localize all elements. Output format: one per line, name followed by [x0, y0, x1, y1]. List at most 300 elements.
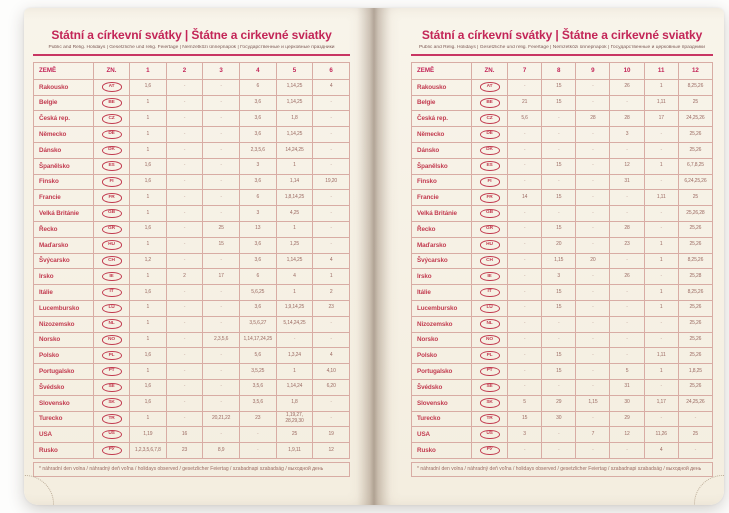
- country-code-badge: PT: [480, 367, 500, 376]
- holiday-dates-cell: 1: [276, 158, 313, 174]
- table-header-row: [34, 62, 350, 79]
- country-code-badge: HU: [102, 240, 122, 249]
- country-name: Norsko: [34, 332, 94, 348]
- holiday-dates-cell: 17: [644, 111, 678, 127]
- country-code-cell: [94, 364, 130, 380]
- holiday-dates-cell: -: [508, 127, 542, 143]
- table-row: [34, 79, 350, 95]
- country-name: Rusko: [34, 443, 94, 459]
- holiday-dates-cell: 2,3,5,6: [239, 142, 276, 158]
- country-code-cell: [94, 237, 130, 253]
- holiday-dates-cell: -: [313, 190, 350, 206]
- country-code-badge: AT: [480, 82, 500, 91]
- holiday-dates-cell: 25,26: [678, 237, 712, 253]
- holiday-dates-cell: 6,7,8,25: [678, 158, 712, 174]
- table-row: [34, 206, 350, 222]
- holiday-dates-cell: -: [644, 206, 678, 222]
- holiday-dates-cell: 4: [644, 443, 678, 459]
- country-code-cell: [472, 174, 508, 190]
- country-code-cell: [94, 221, 130, 237]
- holiday-dates-cell: -: [203, 379, 240, 395]
- column-header-month: 5: [276, 62, 313, 79]
- holiday-dates-cell: 1,6: [130, 158, 167, 174]
- holiday-dates-cell: -: [576, 237, 610, 253]
- table-row: [34, 174, 350, 190]
- holiday-dates-cell: 1,6: [130, 79, 167, 95]
- holiday-dates-cell: 3,5,25: [239, 364, 276, 380]
- holiday-dates-cell: 5,6: [508, 111, 542, 127]
- table-row: [34, 127, 350, 143]
- country-code-badge: PL: [102, 351, 122, 360]
- table-row: [412, 379, 713, 395]
- country-name: Portugalsko: [412, 364, 472, 380]
- holiday-dates-cell: 1: [644, 237, 678, 253]
- holiday-dates-cell: 1: [130, 332, 167, 348]
- table-row: [412, 411, 713, 427]
- country-code-cell: [472, 300, 508, 316]
- holiday-dates-cell: 3: [610, 127, 644, 143]
- country-code-badge: GB: [102, 209, 122, 218]
- holiday-dates-cell: 23: [610, 237, 644, 253]
- country-code-badge: IE: [480, 272, 500, 281]
- holiday-dates-cell: -: [166, 411, 203, 427]
- holiday-dates-cell: 1,19,27, 28,29,30: [276, 411, 313, 427]
- holiday-dates-cell: 25,28: [678, 269, 712, 285]
- holiday-dates-cell: -: [508, 364, 542, 380]
- country-code-badge: CZ: [102, 114, 122, 123]
- holiday-dates-cell: -: [203, 427, 240, 443]
- holiday-dates-cell: 26: [610, 269, 644, 285]
- table-row: [412, 364, 713, 380]
- holiday-dates-cell: -: [166, 379, 203, 395]
- holiday-dates-cell: 25,26: [678, 221, 712, 237]
- country-name: Česká rep.: [34, 111, 94, 127]
- holiday-dates-cell: -: [678, 411, 712, 427]
- holiday-dates-cell: 7: [576, 427, 610, 443]
- holiday-dates-cell: 1: [130, 206, 167, 222]
- holiday-dates-cell: 28: [576, 111, 610, 127]
- holiday-dates-cell: 25,26: [678, 300, 712, 316]
- country-code-cell: [94, 95, 130, 111]
- holiday-dates-cell: -: [166, 127, 203, 143]
- country-name: USA: [34, 427, 94, 443]
- column-header-month: 1: [130, 62, 167, 79]
- table-row: [412, 395, 713, 411]
- country-code-badge: PT: [102, 367, 122, 376]
- holiday-dates-cell: 5: [508, 395, 542, 411]
- holiday-dates-cell: 4: [313, 79, 350, 95]
- holiday-dates-cell: -: [239, 443, 276, 459]
- holiday-dates-cell: -: [610, 348, 644, 364]
- holiday-dates-cell: 1: [130, 269, 167, 285]
- holiday-dates-cell: -: [644, 127, 678, 143]
- holiday-dates-cell: -: [644, 174, 678, 190]
- country-code-badge: TR: [102, 414, 122, 423]
- page-title: Státní a církevní svátky | Štátne a cirkevné sviatky: [421, 28, 703, 42]
- holiday-dates-cell: 1,19: [130, 427, 167, 443]
- table-row: [34, 443, 350, 459]
- holiday-dates-cell: -: [508, 206, 542, 222]
- country-name: Švédsko: [34, 379, 94, 395]
- holiday-dates-cell: 8,9: [203, 443, 240, 459]
- holiday-dates-cell: -: [576, 364, 610, 380]
- holiday-dates-cell: -: [542, 174, 576, 190]
- table-row: [412, 142, 713, 158]
- country-code-cell: [94, 269, 130, 285]
- holiday-dates-cell: -: [644, 269, 678, 285]
- country-code-cell: [472, 253, 508, 269]
- holiday-dates-cell: -: [644, 411, 678, 427]
- holiday-dates-cell: 30: [610, 395, 644, 411]
- holiday-dates-cell: 5,6: [239, 348, 276, 364]
- country-code-cell: [94, 332, 130, 348]
- holiday-dates-cell: -: [166, 253, 203, 269]
- holiday-dates-cell: 25,26: [678, 332, 712, 348]
- holiday-dates-cell: 1,14,25: [276, 253, 313, 269]
- country-code-cell: [94, 379, 130, 395]
- holiday-dates-cell: 12: [313, 443, 350, 459]
- holiday-dates-cell: 30: [542, 411, 576, 427]
- holiday-dates-cell: 25: [203, 221, 240, 237]
- country-code-badge: GB: [480, 209, 500, 218]
- holiday-dates-cell: 1: [644, 300, 678, 316]
- holiday-dates-cell: -: [313, 395, 350, 411]
- holiday-dates-cell: -: [203, 348, 240, 364]
- holiday-dates-cell: -: [203, 111, 240, 127]
- holiday-dates-cell: 24,25,26: [678, 395, 712, 411]
- column-header-month: 12: [678, 62, 712, 79]
- country-code-badge: SE: [480, 383, 500, 392]
- holiday-dates-cell: -: [508, 332, 542, 348]
- holiday-dates-cell: -: [576, 269, 610, 285]
- table-row: [34, 111, 350, 127]
- holiday-dates-cell: -: [313, 127, 350, 143]
- holiday-dates-cell: -: [203, 364, 240, 380]
- holiday-dates-cell: 1: [130, 316, 167, 332]
- holiday-dates-cell: 25,26: [678, 316, 712, 332]
- holiday-dates-cell: -: [542, 142, 576, 158]
- holiday-dates-cell: 15: [542, 300, 576, 316]
- holiday-dates-cell: 1,8: [276, 111, 313, 127]
- holiday-dates-cell: 1,11: [644, 348, 678, 364]
- holiday-dates-cell: 2: [313, 285, 350, 301]
- holiday-dates-cell: 1,14: [276, 174, 313, 190]
- country-code-badge: TR: [480, 414, 500, 423]
- holiday-dates-cell: -: [576, 142, 610, 158]
- holiday-dates-cell: 6,20: [313, 379, 350, 395]
- holiday-dates-cell: -: [313, 411, 350, 427]
- holiday-dates-cell: 14: [508, 190, 542, 206]
- holiday-dates-cell: -: [508, 142, 542, 158]
- country-code-badge: CH: [102, 256, 122, 265]
- table-row: [34, 190, 350, 206]
- holiday-dates-cell: 14,24,25: [276, 142, 313, 158]
- holiday-dates-cell: 1,14,25: [276, 127, 313, 143]
- country-name: Francie: [34, 190, 94, 206]
- holiday-dates-cell: 25,26: [678, 142, 712, 158]
- country-name: Rakousko: [34, 79, 94, 95]
- country-name: Belgie: [412, 95, 472, 111]
- holiday-dates-cell: -: [644, 221, 678, 237]
- country-name: Rakousko: [412, 79, 472, 95]
- holiday-dates-cell: -: [678, 443, 712, 459]
- table-row: [412, 95, 713, 111]
- country-code-cell: [472, 269, 508, 285]
- country-code-cell: [472, 443, 508, 459]
- holiday-dates-cell: 1,14,25: [276, 95, 313, 111]
- table-row: [34, 379, 350, 395]
- country-code-cell: [472, 79, 508, 95]
- holiday-dates-cell: -: [166, 158, 203, 174]
- country-name: Slovensko: [412, 395, 472, 411]
- holiday-dates-cell: -: [203, 79, 240, 95]
- country-name: Turecko: [412, 411, 472, 427]
- holiday-dates-cell: 1,6: [130, 221, 167, 237]
- holiday-dates-cell: -: [508, 221, 542, 237]
- holiday-dates-cell: -: [166, 206, 203, 222]
- table-row: [412, 269, 713, 285]
- country-code-badge: GR: [480, 225, 500, 234]
- holiday-dates-cell: 3: [239, 158, 276, 174]
- holiday-dates-cell: 1: [276, 364, 313, 380]
- holiday-dates-cell: 20: [576, 253, 610, 269]
- holiday-dates-cell: -: [203, 142, 240, 158]
- holiday-dates-cell: -: [166, 285, 203, 301]
- holiday-dates-cell: -: [644, 316, 678, 332]
- country-code-cell: [472, 237, 508, 253]
- holiday-dates-cell: -: [542, 427, 576, 443]
- holiday-dates-cell: -: [508, 237, 542, 253]
- holiday-dates-cell: -: [610, 300, 644, 316]
- country-code-badge: NL: [480, 319, 500, 328]
- table-header-row: [412, 62, 713, 79]
- country-code-cell: [472, 127, 508, 143]
- country-name: Finsko: [412, 174, 472, 190]
- country-name: Švýcarsko: [34, 253, 94, 269]
- country-code-cell: [472, 427, 508, 443]
- country-name: Portugalsko: [34, 364, 94, 380]
- country-code-cell: [94, 411, 130, 427]
- country-code-cell: [94, 127, 130, 143]
- country-name: Norsko: [412, 332, 472, 348]
- holiday-dates-cell: 1: [644, 79, 678, 95]
- country-code-badge: DE: [102, 130, 122, 139]
- table-row: [412, 190, 713, 206]
- holiday-dates-cell: -: [542, 111, 576, 127]
- holiday-dates-cell: 12: [610, 427, 644, 443]
- holiday-dates-cell: 1: [644, 158, 678, 174]
- holiday-dates-cell: 23: [166, 443, 203, 459]
- column-header-month: 11: [644, 62, 678, 79]
- holiday-dates-cell: 2: [166, 269, 203, 285]
- holiday-dates-cell: 25: [678, 190, 712, 206]
- country-name: Turecko: [34, 411, 94, 427]
- holiday-dates-cell: -: [203, 316, 240, 332]
- holiday-dates-cell: -: [576, 348, 610, 364]
- holiday-dates-cell: -: [508, 79, 542, 95]
- holiday-dates-cell: -: [313, 221, 350, 237]
- holiday-dates-cell: -: [542, 206, 576, 222]
- country-name: Německo: [412, 127, 472, 143]
- holiday-dates-cell: -: [576, 127, 610, 143]
- holiday-dates-cell: 23: [313, 300, 350, 316]
- country-code-cell: [472, 158, 508, 174]
- page-right: [374, 8, 724, 505]
- holiday-dates-cell: 1,9,11: [276, 443, 313, 459]
- holiday-dates-cell: 31: [610, 379, 644, 395]
- table-row: [34, 285, 350, 301]
- holiday-dates-cell: -: [610, 316, 644, 332]
- holiday-dates-cell: 4,25: [276, 206, 313, 222]
- holiday-dates-cell: -: [166, 95, 203, 111]
- country-code-badge: DE: [480, 130, 500, 139]
- holiday-dates-cell: -: [166, 237, 203, 253]
- holiday-dates-cell: -: [203, 95, 240, 111]
- holiday-dates-cell: -: [576, 379, 610, 395]
- holiday-dates-cell: 26: [610, 79, 644, 95]
- country-code-badge: РУ: [102, 446, 122, 455]
- column-header-month: 2: [166, 62, 203, 79]
- country-code-badge: PL: [480, 351, 500, 360]
- table-row: [412, 332, 713, 348]
- country-name: Švýcarsko: [412, 253, 472, 269]
- holiday-dates-cell: 28: [610, 221, 644, 237]
- country-code-badge: BE: [102, 98, 122, 107]
- country-name: Slovensko: [34, 395, 94, 411]
- holiday-dates-cell: 25,26: [678, 379, 712, 395]
- holiday-dates-cell: 6: [239, 269, 276, 285]
- page-left: [24, 8, 374, 505]
- holiday-dates-cell: 15: [542, 158, 576, 174]
- country-name: Německo: [34, 127, 94, 143]
- country-code-cell: [472, 95, 508, 111]
- country-code-badge: LU: [102, 304, 122, 313]
- holiday-dates-cell: 15: [508, 411, 542, 427]
- country-name: Irsko: [412, 269, 472, 285]
- holiday-dates-cell: 1,8,25: [678, 364, 712, 380]
- country-code-cell: [94, 395, 130, 411]
- table-row: [412, 206, 713, 222]
- holiday-dates-cell: -: [576, 285, 610, 301]
- holiday-dates-cell: -: [313, 111, 350, 127]
- country-name: Řecko: [412, 221, 472, 237]
- country-name: Nizozemsko: [412, 316, 472, 332]
- table-row: [412, 300, 713, 316]
- holiday-dates-cell: 1,15: [576, 395, 610, 411]
- holiday-dates-cell: -: [542, 316, 576, 332]
- holiday-dates-cell: 1: [130, 364, 167, 380]
- holiday-dates-cell: 3: [239, 206, 276, 222]
- country-code-badge: SK: [102, 398, 122, 407]
- column-header-country: ZEMĚ: [412, 62, 472, 79]
- holiday-dates-cell: 1,6: [130, 174, 167, 190]
- holiday-dates-cell: -: [508, 316, 542, 332]
- country-code-cell: [94, 253, 130, 269]
- diary-spread: [24, 8, 724, 505]
- holiday-dates-cell: 1: [130, 237, 167, 253]
- column-header-month: 8: [542, 62, 576, 79]
- holiday-dates-cell: 2,3,5,6: [203, 332, 240, 348]
- country-name: Polsko: [412, 348, 472, 364]
- table-row: [412, 127, 713, 143]
- table-row: [412, 158, 713, 174]
- table-row: [34, 364, 350, 380]
- holiday-dates-cell: 4: [313, 348, 350, 364]
- column-header-month: 9: [576, 62, 610, 79]
- holiday-dates-cell: 1: [644, 285, 678, 301]
- table-row: [412, 316, 713, 332]
- holiday-dates-cell: -: [576, 300, 610, 316]
- holiday-dates-cell: -: [166, 364, 203, 380]
- holiday-dates-cell: 3,6: [239, 300, 276, 316]
- country-code-badge: DK: [480, 146, 500, 155]
- holiday-dates-cell: 6: [239, 79, 276, 95]
- table-row: [34, 332, 350, 348]
- table-row: [34, 269, 350, 285]
- country-name: Finsko: [34, 174, 94, 190]
- country-code-cell: [472, 395, 508, 411]
- holiday-dates-cell: -: [508, 269, 542, 285]
- holiday-dates-cell: 1,17: [644, 395, 678, 411]
- table-row: [34, 395, 350, 411]
- holiday-dates-cell: 5,6,25: [239, 285, 276, 301]
- country-code-badge: DK: [102, 146, 122, 155]
- holiday-dates-cell: -: [166, 111, 203, 127]
- holiday-dates-cell: -: [644, 379, 678, 395]
- country-code-cell: [94, 285, 130, 301]
- table-row: [412, 237, 713, 253]
- country-code-badge: ES: [480, 161, 500, 170]
- holiday-dates-cell: 3,5,6,27: [239, 316, 276, 332]
- holiday-dates-cell: 1: [313, 269, 350, 285]
- country-code-badge: CZ: [480, 114, 500, 123]
- holiday-dates-cell: 1,8: [276, 395, 313, 411]
- country-code-badge: BE: [480, 98, 500, 107]
- holiday-dates-cell: -: [203, 190, 240, 206]
- country-code-cell: [94, 316, 130, 332]
- page-subtitle: Public and Relig. Holidays | Gesetzliche und relig. Feiertage | Nemzetközi ünnepnapok | Государственные и церковные праздники: [48, 45, 335, 50]
- country-name: Řecko: [34, 221, 94, 237]
- holiday-dates-cell: 1,14,24: [276, 379, 313, 395]
- holiday-dates-cell: 29: [542, 395, 576, 411]
- country-code-cell: [472, 221, 508, 237]
- holiday-dates-cell: 25: [678, 95, 712, 111]
- holiday-dates-cell: 1,11: [644, 95, 678, 111]
- holiday-dates-cell: -: [313, 158, 350, 174]
- holiday-dates-cell: -: [508, 379, 542, 395]
- holiday-dates-cell: 1,14,25: [276, 79, 313, 95]
- holiday-dates-cell: 8,25,26: [678, 253, 712, 269]
- column-header-code: ZN.: [472, 62, 508, 79]
- table-row: [34, 253, 350, 269]
- holiday-dates-cell: 19,20: [313, 174, 350, 190]
- country-code-badge: NO: [480, 335, 500, 344]
- country-name: Francie: [412, 190, 472, 206]
- country-code-cell: [94, 206, 130, 222]
- country-name: Velká Británie: [412, 206, 472, 222]
- holiday-dates-cell: 15: [542, 348, 576, 364]
- holiday-dates-cell: 1,6: [130, 285, 167, 301]
- holiday-dates-cell: -: [313, 332, 350, 348]
- table-row: [412, 348, 713, 364]
- holiday-dates-cell: 1: [276, 221, 313, 237]
- holiday-dates-cell: -: [508, 174, 542, 190]
- country-code-cell: [472, 111, 508, 127]
- country-code-cell: [472, 348, 508, 364]
- holiday-dates-cell: -: [610, 443, 644, 459]
- holiday-dates-cell: -: [508, 348, 542, 364]
- holiday-dates-cell: 15: [542, 79, 576, 95]
